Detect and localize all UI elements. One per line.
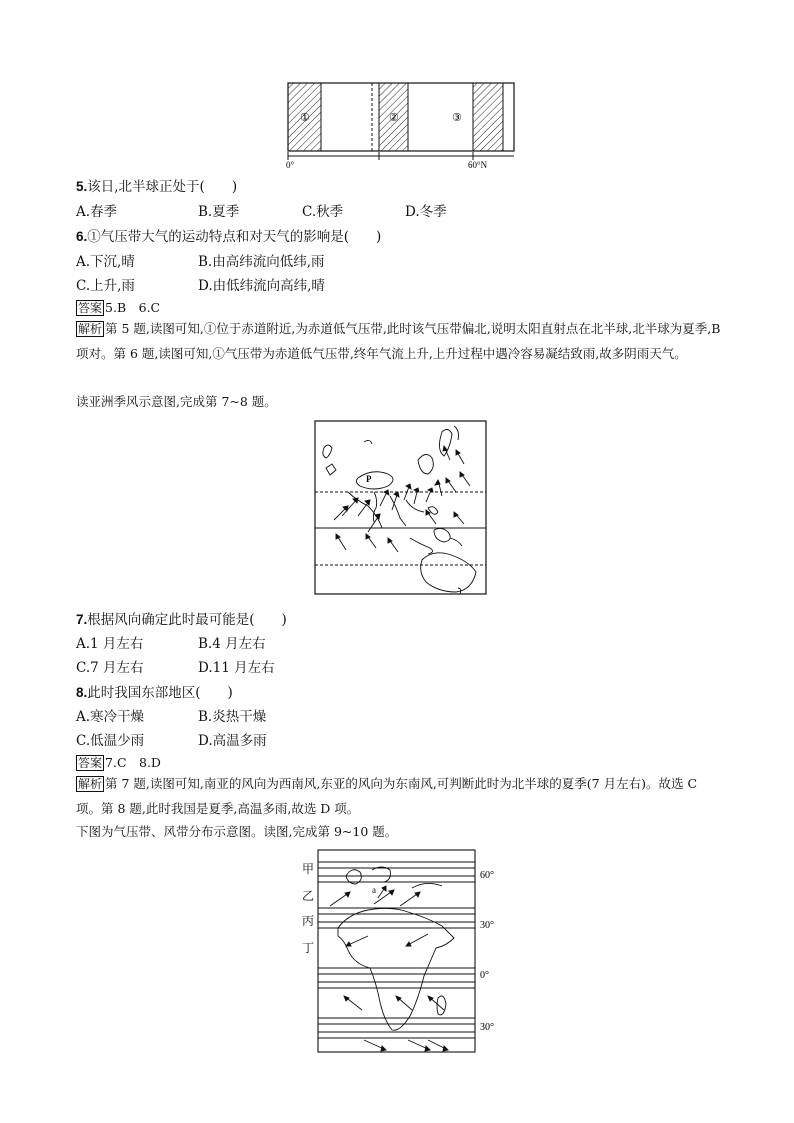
explanation-text: 第 5 题,读图可知,①位于赤道附近,为赤道低气压带,此时该气压带偏北,说明太阳直射点在北半球,北半球为夏季,B 项对。第 6 题,读图可知,①气压带为赤道低气压带,终年气流上升,上升过程中遇冷容易凝结致雨,故多阴雨天气。	[76, 321, 721, 361]
question-stem: ①气压带大气的运动特点和对天气的影响是( )	[87, 229, 382, 245]
row-label-bing: 丙	[302, 914, 315, 928]
question-number: 7.	[76, 612, 88, 627]
answer-text: 5.B 6.C	[105, 300, 161, 315]
explanation-text: 第 7 题,读图可知,南亚的风向为西南风,东亚的风向为东南风,可判断此时为北半球的夏季(7 月左右)。故选 C 项。第 8 题,此时我国是夏季,高温多雨,故选 D 项。	[76, 776, 698, 816]
pressure-belt-diagram	[282, 80, 522, 170]
lat-label-30s: 30°	[480, 1022, 494, 1033]
q8-option-d[interactable]: D.高温多雨	[198, 733, 267, 749]
question-stem: 根据风向确定此时最可能是( )	[87, 612, 287, 628]
row-label-yi: 乙	[302, 889, 315, 903]
explanation-tag: 解析	[78, 777, 103, 791]
section-intro-9-10: 下图为气压带、风带分布示意图。读图,完成第 9~10 题。	[76, 824, 398, 839]
q5-option-d[interactable]: D.冬季	[405, 204, 447, 220]
question-stem: 此时我国东部地区( )	[87, 685, 233, 701]
q8-option-b[interactable]: B.炎热干燥	[198, 709, 267, 725]
answer-tag: 答案	[78, 756, 103, 770]
q8-option-c[interactable]: C.低温少雨	[76, 733, 145, 749]
explanation-block-1	[76, 316, 722, 366]
belt-label-3: ③	[452, 112, 462, 124]
high-pressure-label-p: P	[366, 474, 372, 484]
asian-monsoon-map	[314, 420, 488, 596]
latitude-label-0: 0°	[286, 160, 295, 170]
question-number: 5.	[76, 179, 88, 194]
q6-option-a[interactable]: A.下沉,晴	[76, 254, 135, 270]
answer-block-2	[76, 753, 161, 771]
question-8	[76, 681, 233, 701]
belt-label-2: ②	[389, 112, 399, 124]
explanation-tag: 解析	[78, 322, 103, 336]
pressure-wind-belt-diagram	[316, 848, 506, 1056]
lat-label-60: 60°	[480, 870, 494, 881]
question-stem: 该日,北半球正处于( )	[87, 179, 238, 195]
question-number: 6.	[76, 229, 88, 244]
q6-option-b[interactable]: B.由高纬流向低纬,雨	[198, 254, 325, 270]
q5-option-c[interactable]: C.秋季	[302, 204, 344, 220]
question-7	[76, 608, 287, 628]
q5-option-b[interactable]: B.夏季	[198, 204, 240, 220]
explanation-block-2	[76, 771, 722, 821]
answer-tag: 答案	[78, 301, 103, 315]
lat-label-0: 0°	[480, 970, 489, 981]
q7-option-b[interactable]: B.4 月左右	[198, 636, 266, 652]
q7-option-c[interactable]: C.7 月左右	[76, 660, 144, 676]
lat-label-30n: 30°	[480, 920, 494, 931]
q7-option-a[interactable]: A.1 月左右	[76, 636, 144, 652]
answer-block-1	[76, 298, 160, 316]
q6-option-c[interactable]: C.上升,雨	[76, 278, 135, 294]
q6-option-d[interactable]: D.由低纬流向高纬,晴	[198, 278, 325, 294]
belt-label-1: ①	[300, 112, 310, 124]
belt-4-hatched	[473, 83, 503, 151]
section-intro-7-8: 读亚洲季风示意图,完成第 7~8 题。	[76, 394, 277, 409]
q7-option-d[interactable]: D.11 月左右	[198, 660, 275, 676]
q5-option-a[interactable]: A.春季	[76, 204, 118, 220]
wind-label-a: a	[372, 885, 376, 895]
row-label-jia: 甲	[302, 862, 315, 876]
question-5	[76, 175, 237, 195]
row-label-ding: 丁	[302, 941, 315, 955]
latitude-label-60n: 60°N	[468, 160, 488, 170]
question-number: 8.	[76, 685, 88, 700]
q8-option-a[interactable]: A.寒冷干燥	[76, 709, 145, 725]
question-6	[76, 225, 381, 245]
answer-text: 7.C 8.D	[105, 755, 161, 770]
